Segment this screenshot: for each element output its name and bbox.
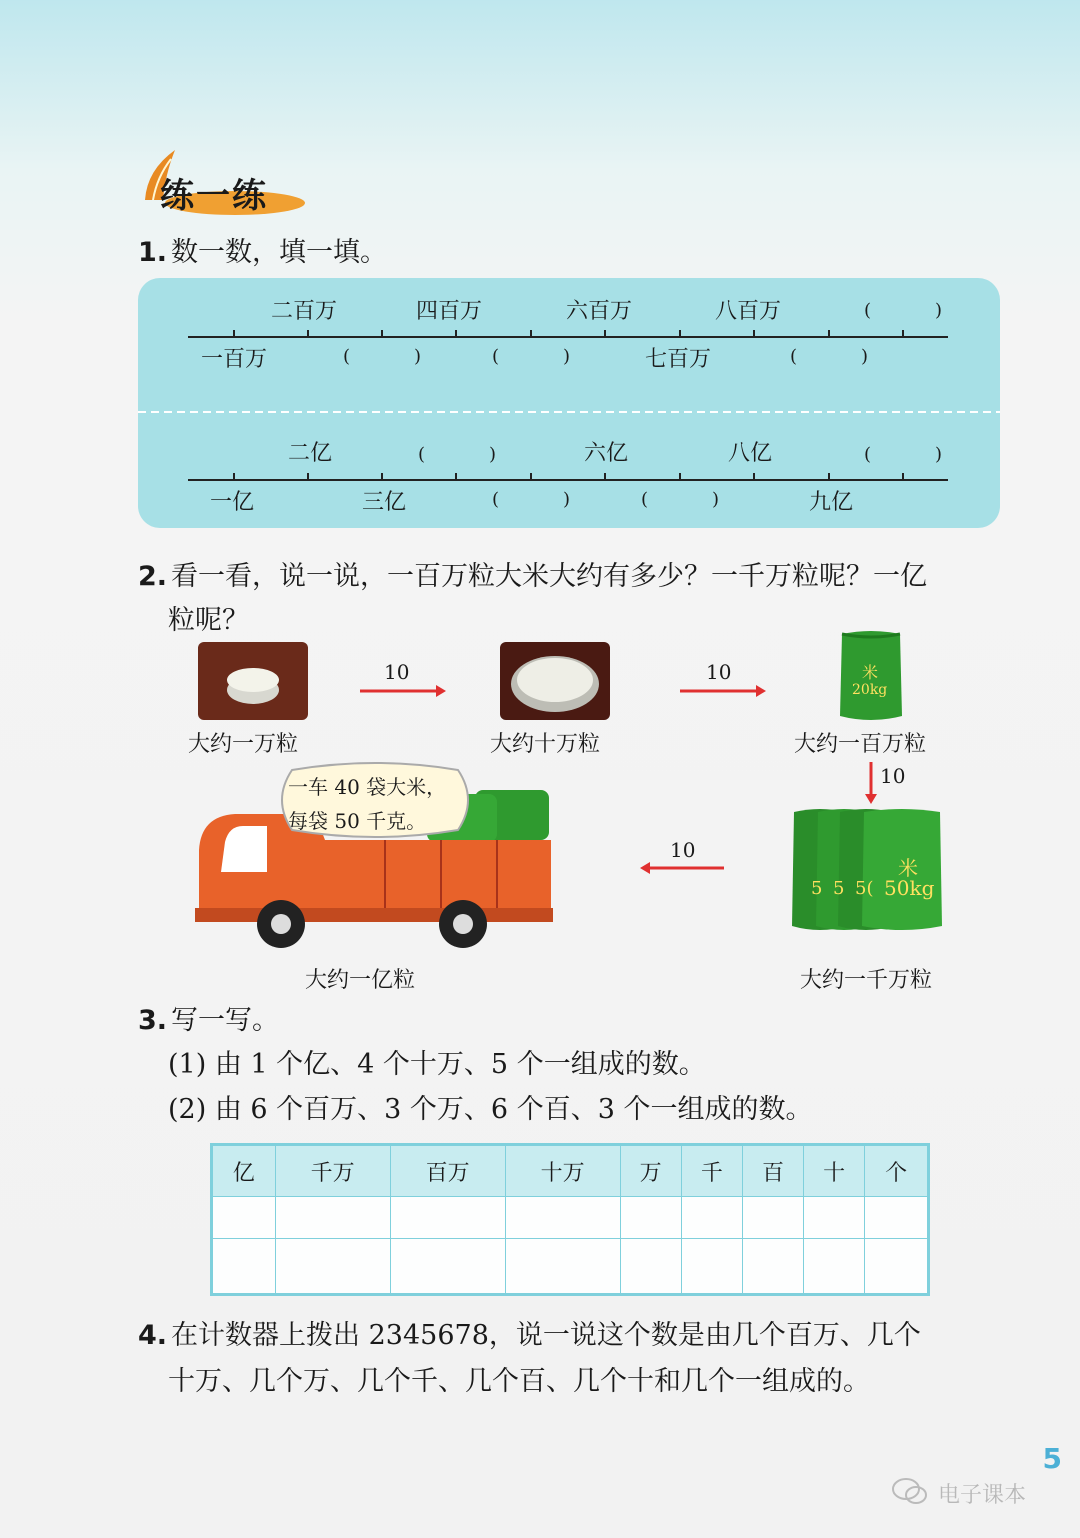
tick-label: 三亿 bbox=[362, 490, 407, 515]
tick-label: 一亿 bbox=[210, 490, 255, 515]
table-cell[interactable] bbox=[212, 1239, 276, 1295]
tick-label: 六亿 bbox=[584, 441, 629, 466]
bag-partial-label: 5( bbox=[855, 878, 874, 899]
question-4 bbox=[138, 1316, 1018, 1356]
tick-label: 九亿 bbox=[809, 490, 854, 515]
tick-label: 八百万 bbox=[715, 299, 782, 324]
blank-close: ) bbox=[935, 300, 943, 321]
column-header: 百 bbox=[742, 1145, 803, 1197]
bubble-text: 每袋 50 千克。 bbox=[288, 809, 427, 833]
blank-open: ( bbox=[343, 346, 351, 367]
column-header: 亿 bbox=[212, 1145, 276, 1197]
arrow-down-icon bbox=[863, 762, 879, 804]
table-cell[interactable] bbox=[212, 1197, 276, 1239]
wechat-icon bbox=[890, 1476, 930, 1506]
blank-close: ) bbox=[935, 444, 943, 465]
table-cell[interactable] bbox=[505, 1197, 620, 1239]
arrow-left-icon bbox=[640, 860, 726, 876]
bag-partial-label: 5 bbox=[833, 878, 845, 899]
arrow-label: 10 bbox=[384, 660, 410, 684]
bag-weight: 20kg bbox=[852, 682, 888, 698]
bag-weight: 50kg bbox=[884, 876, 935, 900]
arrow-right-icon bbox=[678, 683, 766, 699]
blank-open: ( bbox=[492, 489, 500, 510]
tick-label: 八亿 bbox=[728, 441, 773, 466]
table-cell[interactable] bbox=[865, 1197, 929, 1239]
question-text: 在计数器上拨出 2345678，说一说这个数是由几个百万、几个 bbox=[171, 1320, 921, 1351]
caption: 大约一亿粒 bbox=[305, 968, 416, 993]
table-cell[interactable] bbox=[681, 1197, 742, 1239]
blank-close: ) bbox=[563, 489, 571, 510]
table-cell[interactable] bbox=[620, 1197, 681, 1239]
question-3 bbox=[138, 1001, 279, 1041]
table-row bbox=[212, 1239, 929, 1295]
bag-label: 米 bbox=[898, 856, 918, 880]
tick-label: 二百万 bbox=[271, 299, 338, 324]
caption: 大约一百万粒 bbox=[794, 732, 927, 757]
column-header: 千万 bbox=[275, 1145, 390, 1197]
number-line-panel bbox=[138, 278, 1000, 528]
blank-close: ) bbox=[489, 444, 497, 465]
table-row bbox=[212, 1197, 929, 1239]
question-number: 4. bbox=[138, 1320, 168, 1351]
table-cell[interactable] bbox=[681, 1239, 742, 1295]
rice-bowl-large-icon bbox=[500, 642, 610, 720]
bag-partial-label: 5 bbox=[811, 878, 823, 899]
blank-close: ) bbox=[861, 346, 869, 367]
column-header: 千 bbox=[681, 1145, 742, 1197]
caption: 大约十万粒 bbox=[490, 732, 601, 757]
watermark: 电子课本 bbox=[938, 1483, 1027, 1508]
tick-label: 七百万 bbox=[645, 347, 712, 372]
tick-label: 四百万 bbox=[416, 299, 483, 324]
blank-open: ( bbox=[864, 300, 872, 321]
column-header: 十万 bbox=[505, 1145, 620, 1197]
question-text: 写一写。 bbox=[171, 1005, 280, 1036]
caption: 大约一万粒 bbox=[188, 732, 299, 757]
tick-label: 二亿 bbox=[288, 441, 333, 466]
blank-open: ( bbox=[790, 346, 798, 367]
bubble-text: 一车 40 袋大米， bbox=[288, 775, 447, 799]
bag-label: 米 bbox=[862, 663, 879, 682]
blank-open: ( bbox=[641, 489, 649, 510]
caption: 大约一千万粒 bbox=[800, 968, 933, 993]
column-header: 百万 bbox=[390, 1145, 505, 1197]
question-number: 2. bbox=[138, 561, 168, 592]
arrow-label: 10 bbox=[670, 838, 696, 862]
table-cell[interactable] bbox=[804, 1239, 865, 1295]
blank-open: ( bbox=[418, 444, 426, 465]
blank-open: ( bbox=[492, 346, 500, 367]
question-3-item-2: (2) 由 6 个百万、3 个万、6 个百、3 个一组成的数。 bbox=[168, 1094, 813, 1125]
question-number: 1. bbox=[138, 237, 168, 268]
table-cell[interactable] bbox=[742, 1197, 803, 1239]
arrow-right-icon bbox=[358, 683, 446, 699]
arrow-label: 10 bbox=[706, 660, 732, 684]
question-3-item-1: (1) 由 1 个亿、4 个十万、5 个一组成的数。 bbox=[168, 1049, 706, 1080]
blank-open: ( bbox=[864, 444, 872, 465]
question-1 bbox=[138, 233, 387, 273]
blank-close: ) bbox=[563, 346, 571, 367]
question-4-line2: 十万、几个万、几个千、几个百、几个十和几个一组成的。 bbox=[168, 1366, 870, 1397]
question-number: 3. bbox=[138, 1005, 168, 1036]
table-cell[interactable] bbox=[505, 1239, 620, 1295]
blank-close: ) bbox=[712, 489, 720, 510]
tick-label: 一百万 bbox=[201, 347, 268, 372]
question-2-line2: 粒呢？ bbox=[168, 605, 249, 636]
table-cell[interactable] bbox=[620, 1239, 681, 1295]
rice-bags-stack-icon bbox=[790, 806, 946, 934]
table-cell[interactable] bbox=[804, 1197, 865, 1239]
question-text: 数一数，填一填。 bbox=[171, 237, 388, 268]
tick-label: 六百万 bbox=[566, 299, 633, 324]
column-header: 十 bbox=[804, 1145, 865, 1197]
column-header: 万 bbox=[620, 1145, 681, 1197]
rice-bowl-small-icon bbox=[198, 642, 308, 720]
page-number: 5 bbox=[1042, 1442, 1062, 1475]
table-cell[interactable] bbox=[742, 1239, 803, 1295]
table-cell[interactable] bbox=[275, 1239, 390, 1295]
table-cell[interactable] bbox=[390, 1197, 505, 1239]
table-cell[interactable] bbox=[865, 1239, 929, 1295]
arrow-label: 10 bbox=[880, 764, 906, 788]
column-header: 个 bbox=[865, 1145, 929, 1197]
section-title: 练一练 bbox=[160, 176, 268, 216]
table-cell[interactable] bbox=[275, 1197, 390, 1239]
table-header-row bbox=[212, 1145, 929, 1197]
table-cell[interactable] bbox=[390, 1239, 505, 1295]
question-text: 看一看，说一说，一百万粒大米大约有多少？一千万粒呢？一亿 bbox=[171, 561, 928, 592]
place-value-table bbox=[210, 1143, 930, 1296]
question-2 bbox=[138, 557, 1018, 597]
blank-close: ) bbox=[414, 346, 422, 367]
